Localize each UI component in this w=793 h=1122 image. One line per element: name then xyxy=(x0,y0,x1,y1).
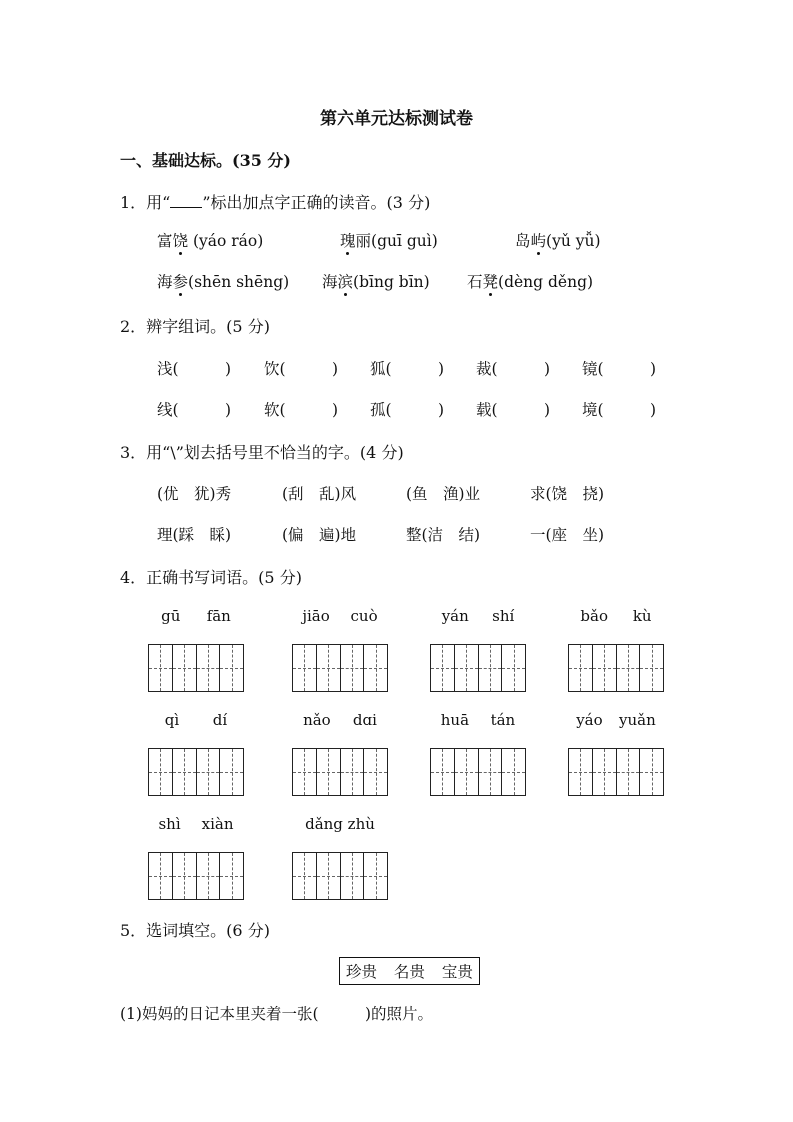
q1-item: 瑰丽(guī guì) xyxy=(340,229,438,251)
q2-item: 浅( ) xyxy=(157,360,232,378)
q2-item: 孤( ) xyxy=(370,401,445,419)
writing-grid[interactable] xyxy=(568,644,664,692)
q5-item-1: (1)妈妈的日记本里夹着一张( )的照片。 xyxy=(120,1005,434,1023)
pinyin-label: yáo yuǎn xyxy=(576,711,656,729)
pinyin-label: bǎo kù xyxy=(580,607,652,625)
q1-item: 海滨(bīng bīn) xyxy=(322,270,430,292)
q3-item: (优 犹)秀 xyxy=(157,485,232,503)
pinyin-label: jiāo cuò xyxy=(302,607,378,625)
q3-item: 一(座 坐) xyxy=(530,526,605,544)
q3-item: (刮 乱)风 xyxy=(282,485,357,503)
q2-item: 镜( ) xyxy=(582,360,657,378)
writing-grid[interactable] xyxy=(292,852,388,900)
pinyin-label: huā tán xyxy=(440,711,516,729)
writing-grid[interactable] xyxy=(568,748,664,796)
writing-grid[interactable] xyxy=(148,644,244,692)
pinyin-label: nǎo dɑi xyxy=(303,711,377,729)
q2-item: 线( ) xyxy=(157,401,232,419)
q2-item: 境( ) xyxy=(582,401,657,419)
q3-item: 求(饶 挠) xyxy=(530,485,605,503)
writing-grid[interactable] xyxy=(292,644,388,692)
q3-item: 理(踩 睬) xyxy=(157,526,232,544)
q1-item: 富饶 (yáo ráo) xyxy=(157,229,263,251)
q1-item: 石凳(dèng děng) xyxy=(467,270,593,292)
writing-grid[interactable] xyxy=(148,852,244,900)
question-4: 4．正确书写词语。(5 分) xyxy=(120,568,302,587)
pinyin-label: shì xiàn xyxy=(158,815,234,833)
q2-item: 饮( ) xyxy=(264,360,339,378)
question-5: 5．选词填空。(6 分) xyxy=(120,921,270,940)
question-3: 3．用“\”划去括号里不恰当的字。(4 分) xyxy=(120,443,404,462)
page-title: 第六单元达标测试卷 xyxy=(320,109,473,129)
section-heading: 一、基础达标。(35 分) xyxy=(120,151,291,170)
pinyin-label: yán shí xyxy=(441,607,515,625)
writing-grid[interactable] xyxy=(148,748,244,796)
writing-grid[interactable] xyxy=(292,748,388,796)
word-options-box: 珍贵 名贵 宝贵 xyxy=(339,957,480,985)
q2-item: 裁( ) xyxy=(476,360,551,378)
writing-grid[interactable] xyxy=(430,644,526,692)
question-1: 1．用“ ”标出加点字正确的读音。(3 分) xyxy=(120,193,431,212)
blank-line xyxy=(170,195,202,208)
q3-item: (鱼 渔)业 xyxy=(406,485,481,503)
q1-item: 海参(shēn shēng) xyxy=(157,270,289,292)
q3-item: 整(洁 结) xyxy=(406,526,481,544)
pinyin-label: dǎng zhù xyxy=(305,815,375,833)
writing-grid[interactable] xyxy=(430,748,526,796)
q2-item: 载( ) xyxy=(476,401,551,419)
question-2: 2．辨字组词。(5 分) xyxy=(120,317,270,336)
q2-item: 狐( ) xyxy=(370,360,445,378)
pinyin-label: qì dí xyxy=(164,711,228,729)
q1-item: 岛屿(yǔ yǚ) xyxy=(515,229,601,251)
pinyin-label: gū fān xyxy=(161,607,231,625)
q3-item: (偏 遍)地 xyxy=(282,526,357,544)
q2-item: 软( ) xyxy=(264,401,339,419)
